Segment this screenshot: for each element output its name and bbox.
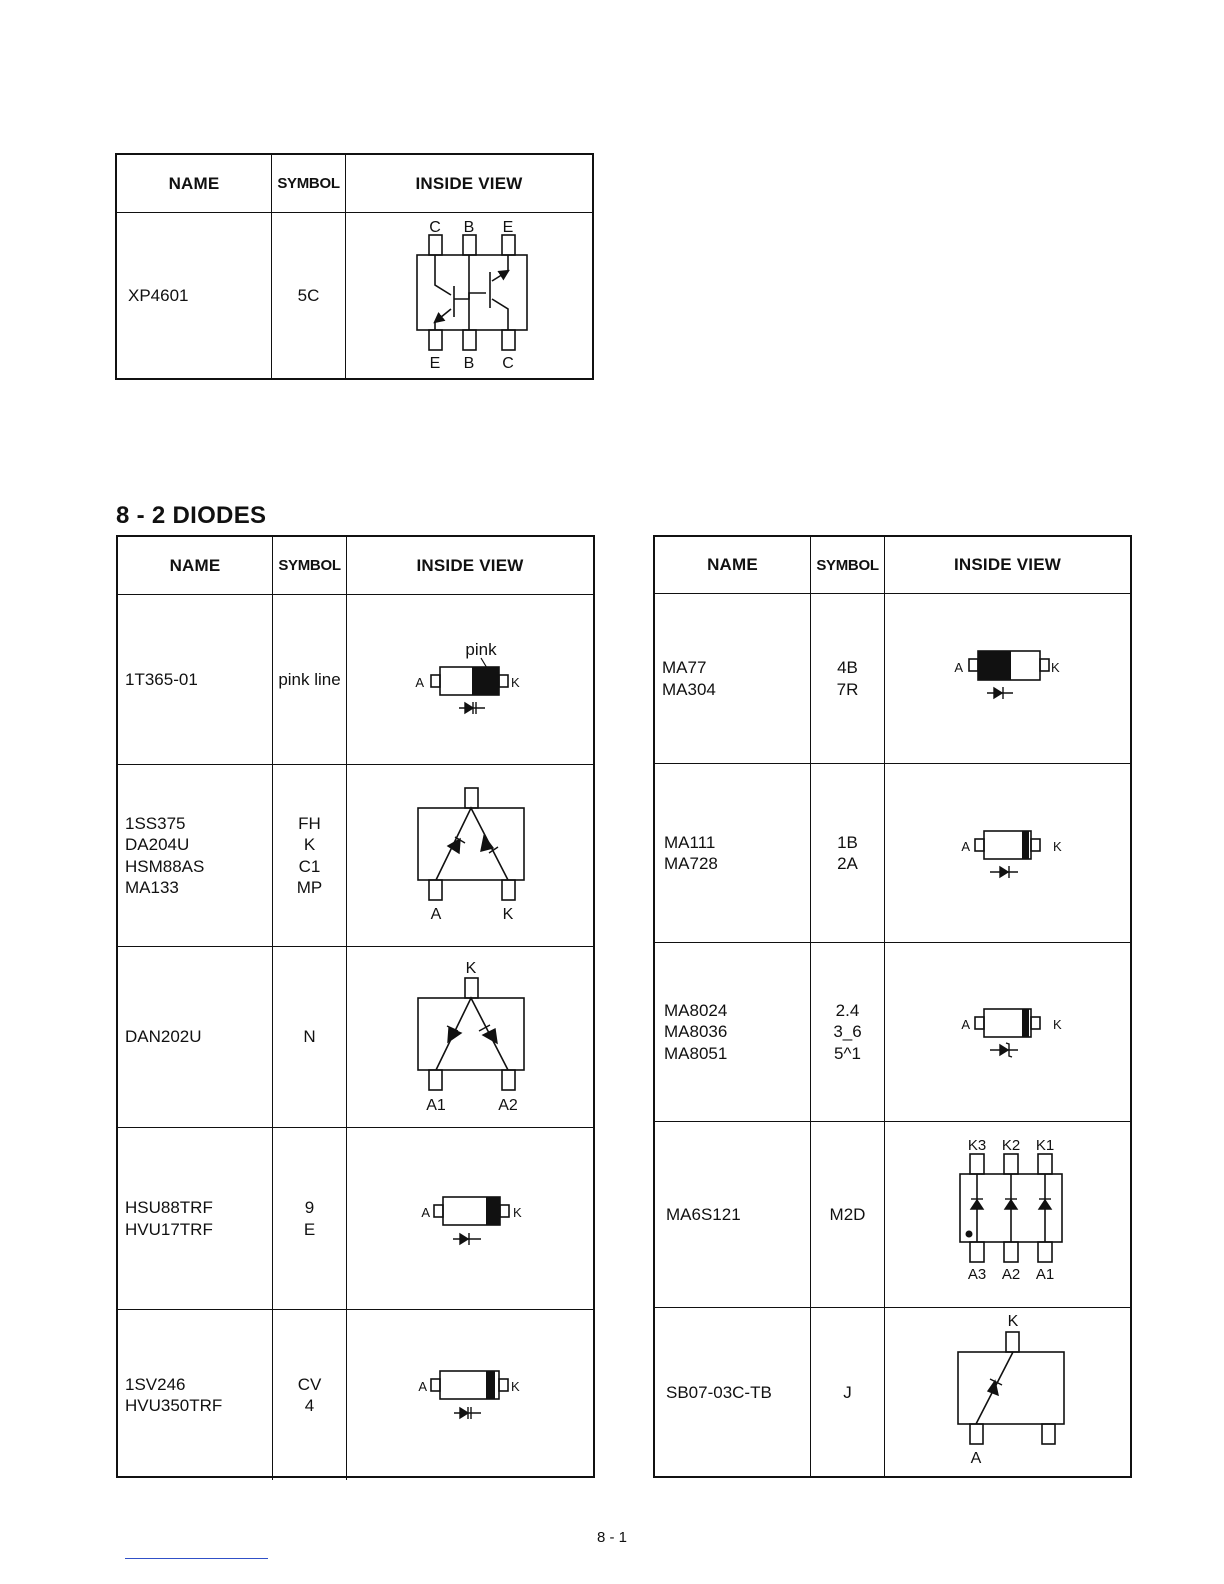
name-column-header: NAME: [655, 537, 811, 593]
table-row: [655, 943, 1130, 1122]
part-name: DAN202U: [125, 1027, 202, 1047]
marking-symbol: CV: [297, 1374, 322, 1394]
marking-symbol: 5C: [297, 285, 320, 305]
marking-symbol: C1: [298, 856, 321, 876]
cathode-label: K: [513, 1205, 522, 1220]
marking-symbol: pink line: [278, 669, 341, 689]
scan-mark: [125, 1558, 268, 1559]
diode-icon: [453, 1233, 481, 1245]
part-name-cell: [655, 943, 811, 1121]
table-row: [118, 947, 593, 1128]
pin-label: B: [463, 355, 475, 372]
diode-icon: [987, 687, 1013, 699]
series-diode-package-diagram: [347, 765, 593, 947]
marking-symbol: 4B: [837, 658, 858, 677]
marking-symbol: MP: [296, 878, 323, 897]
table-row: [655, 764, 1130, 943]
pin-label: K: [465, 960, 477, 977]
part-name: MA111: [664, 832, 716, 852]
pin-one-dot: [966, 1231, 973, 1238]
two-terminal-diode-diagram: [885, 764, 1130, 943]
diode-icon: [447, 1026, 461, 1042]
two-terminal-diode-diagram: [885, 943, 1130, 1122]
inside-view-cell: [346, 213, 592, 378]
part-name: XP4601: [128, 285, 189, 305]
two-terminal-diode-diagram: [347, 1310, 593, 1480]
table-row: [655, 1308, 1130, 1478]
pin-label: A: [430, 906, 442, 923]
pin-label: A2: [1001, 1266, 1021, 1283]
cathode-label: K: [1053, 1017, 1062, 1032]
part-name: 1SV246: [125, 1374, 186, 1394]
diode-icon: [988, 1379, 1002, 1395]
cathode-label: K: [1053, 839, 1062, 854]
symbol-cell: [273, 1128, 347, 1309]
pin-label: K1: [1035, 1137, 1055, 1154]
page-number: 8 - 1: [596, 1529, 627, 1546]
symbol-cell: [811, 594, 885, 763]
table-row: [118, 595, 593, 765]
table-row: [118, 1310, 593, 1480]
symbol-cell: [811, 764, 885, 942]
marking-symbol: 2A: [837, 854, 858, 873]
part-name-cell: [655, 764, 811, 942]
varactor-diode-icon: [454, 1407, 481, 1419]
pin-label: A3: [967, 1266, 987, 1283]
part-name-cell: [118, 595, 273, 764]
pin-label: K: [1007, 1313, 1019, 1330]
cathode-band: [1022, 831, 1029, 859]
cathode-label: K: [511, 1379, 520, 1394]
part-name-cell: [655, 1308, 811, 1478]
anode-label: A: [954, 660, 963, 675]
diode-icon: [481, 836, 498, 853]
symbol-cell: [273, 1310, 347, 1480]
pin-label: K3: [967, 1137, 987, 1154]
anode-label: A: [418, 1379, 427, 1394]
table-header: [118, 537, 593, 595]
part-name: MA8024: [664, 1000, 728, 1020]
common-cathode-diode-diagram: [347, 947, 593, 1128]
part-name-cell: [118, 765, 273, 946]
part-name: HSM88AS: [125, 856, 205, 876]
inside-view-column-header: INSIDE VIEW: [953, 555, 1062, 574]
inside-view-cell: [347, 1128, 593, 1309]
anode-label: A: [415, 675, 424, 690]
symbol-cell: [811, 1308, 885, 1478]
diode-icon: [479, 1025, 497, 1043]
symbol-cell: [811, 943, 885, 1121]
anode-label: A: [961, 839, 970, 854]
cathode-band: [978, 651, 1011, 680]
single-diode-package-diagram: [885, 1308, 1130, 1478]
triple-diode-array-diagram: [885, 1122, 1130, 1308]
marking-symbol: 3_6: [833, 1022, 862, 1042]
pin-label: A2: [498, 1097, 518, 1114]
table-header: [655, 537, 1130, 594]
symbol-cell: [273, 947, 347, 1127]
cathode-band: [486, 1197, 500, 1225]
part-name: MA133: [125, 878, 179, 897]
part-name: MA77: [662, 658, 707, 677]
pin-label: A1: [426, 1097, 446, 1114]
marking-symbol: 9: [304, 1198, 315, 1217]
table-row: [118, 765, 593, 947]
pin-label: A: [970, 1450, 982, 1467]
inside-view-column-header: INSIDE VIEW: [416, 555, 524, 575]
part-name: DA204U: [125, 835, 190, 854]
pin-label: K: [502, 906, 514, 923]
pin-label: C: [429, 219, 441, 236]
inside-view-cell: [347, 765, 593, 946]
inside-view-cell: [885, 764, 1130, 942]
cathode-band: [486, 1371, 495, 1399]
marking-symbol: FH: [298, 813, 321, 833]
part-name-cell: [117, 213, 272, 378]
table-row: [655, 594, 1130, 764]
part-name: MA8051: [664, 1043, 728, 1063]
part-name: 1T365-01: [125, 669, 198, 689]
part-name: MA8036: [664, 1022, 728, 1042]
marking-symbol: N: [303, 1027, 316, 1047]
symbol-cell: [272, 213, 346, 378]
marking-symbol: 2.4: [835, 1000, 860, 1020]
varactor-diode-icon: [459, 702, 485, 714]
part-name-cell: [655, 594, 811, 763]
part-name-cell: [118, 947, 273, 1127]
diode-icon: [990, 866, 1018, 878]
inside-view-cell: [885, 943, 1130, 1121]
section-title: 8 - 2 DIODES: [116, 502, 267, 529]
marking-symbol: K: [303, 835, 316, 854]
marking-symbol: 1B: [837, 832, 858, 852]
inside-view-cell: [885, 1308, 1130, 1478]
pin-label: A1: [1035, 1266, 1055, 1283]
dual-transistor-package-diagram: [346, 213, 592, 378]
cathode-label: K: [1051, 660, 1060, 675]
pin-label: K2: [1001, 1137, 1021, 1154]
name-column-header: NAME: [118, 537, 273, 594]
symbol-column-header: SYMBOL: [272, 155, 346, 212]
pin-label: B: [463, 219, 475, 236]
cathode-band: [1022, 1009, 1029, 1037]
two-terminal-diode-diagram: [885, 594, 1130, 764]
cathode-band: [472, 667, 499, 695]
marking-symbol: M2D: [829, 1204, 866, 1224]
inside-view-column-header: INSIDE VIEW: [415, 173, 523, 193]
diode-icon: [1039, 1199, 1051, 1209]
marking-symbol: E: [303, 1219, 316, 1239]
cathode-label: K: [511, 675, 520, 690]
inside-view-cell: [347, 595, 593, 764]
part-name: SB07-03C-TB: [666, 1383, 772, 1403]
marking-symbol: 5^1: [834, 1043, 861, 1063]
table-header: [117, 155, 592, 213]
pin-label: E: [502, 219, 514, 236]
symbol-cell: [811, 1122, 885, 1307]
diode-icon: [971, 1199, 983, 1209]
inside-view-cell: [885, 1122, 1130, 1307]
table-row: [655, 1122, 1130, 1308]
inside-view-cell: [347, 1310, 593, 1480]
symbol-cell: [273, 595, 347, 764]
part-name: HVU17TRF: [125, 1219, 213, 1239]
anode-label: A: [961, 1017, 970, 1032]
inside-view-cell: [347, 947, 593, 1127]
marking-symbol: 7R: [836, 679, 859, 699]
marking-symbol: 4: [304, 1396, 315, 1415]
diodes-table-right: [653, 535, 1132, 1478]
table-row: [117, 213, 592, 378]
part-name-cell: [118, 1128, 273, 1309]
part-name-cell: [655, 1122, 811, 1307]
symbol-column-header: SYMBOL: [273, 537, 347, 594]
part-name-cell: [118, 1310, 273, 1480]
marking-symbol: J: [843, 1383, 852, 1403]
symbol-column-header: SYMBOL: [811, 537, 885, 593]
pin-label: C: [502, 355, 514, 372]
part-name: 1SS375: [125, 813, 186, 833]
part-name: HVU350TRF: [125, 1396, 223, 1415]
transistor-table: [115, 153, 594, 380]
part-name: MA6S121: [666, 1204, 741, 1224]
inside-view-cell: [885, 594, 1130, 763]
diodes-table-left: [116, 535, 595, 1478]
pin-label: E: [429, 355, 441, 372]
name-column-header: NAME: [117, 155, 272, 212]
part-name: MA728: [664, 854, 718, 873]
two-terminal-diode-diagram: [347, 1128, 593, 1310]
part-name: HSU88TRF: [125, 1198, 213, 1217]
two-terminal-diode-diagram: [347, 595, 593, 765]
zener-diode-icon: [990, 1043, 1018, 1057]
symbol-cell: [273, 765, 347, 946]
table-row: [118, 1128, 593, 1310]
part-name: MA304: [662, 679, 716, 699]
band-color-label: pink: [465, 640, 497, 659]
diode-icon: [1005, 1199, 1017, 1209]
anode-label: A: [421, 1205, 430, 1220]
